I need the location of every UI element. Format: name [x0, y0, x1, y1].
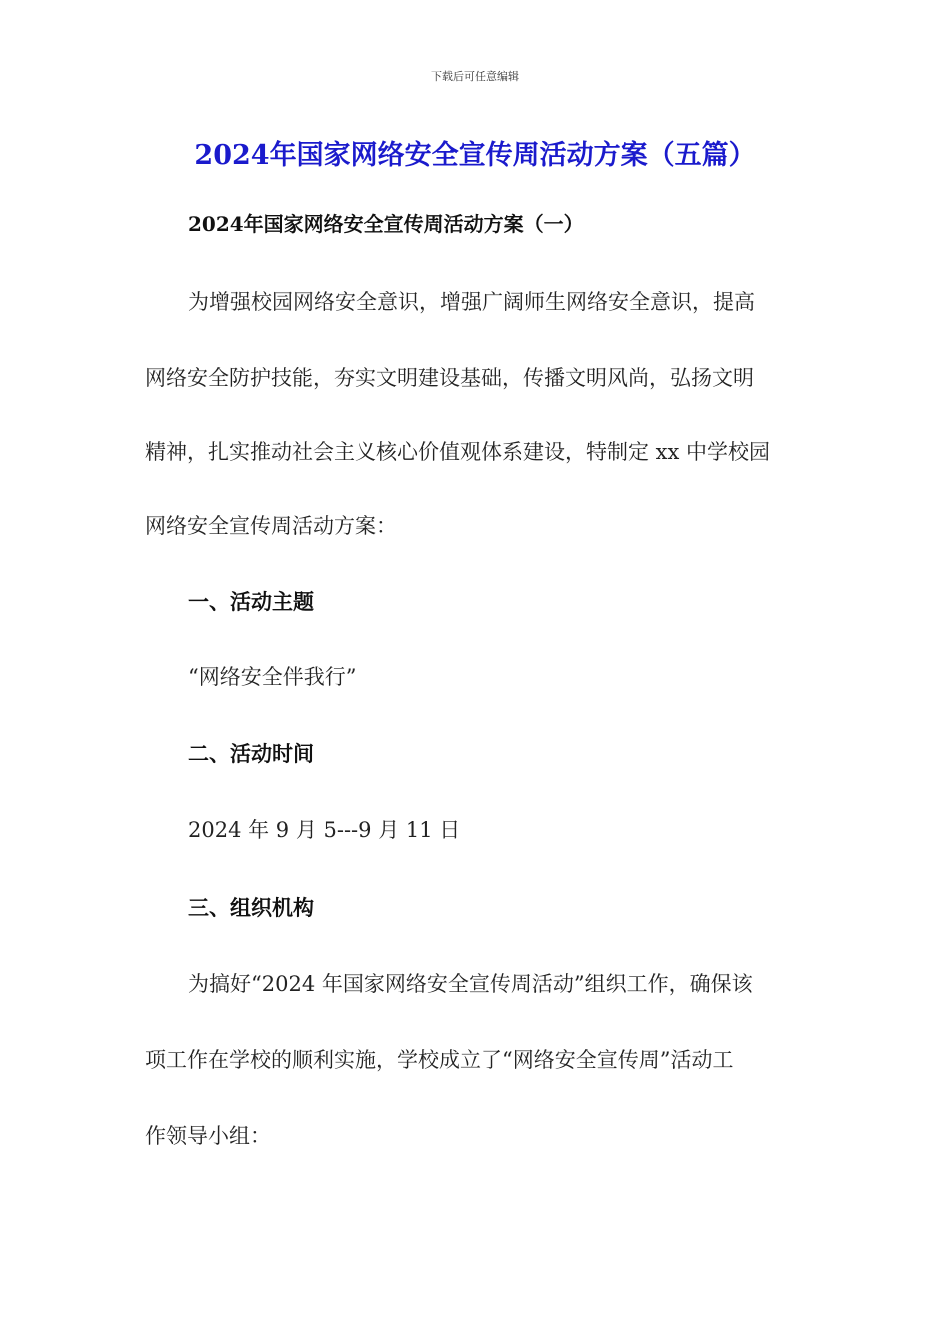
document-title: 2024年国家网络安全宣传周活动方案（五篇）: [194, 140, 756, 171]
section-title: 2024年国家网络安全宣传周活动方案（一）: [188, 212, 584, 236]
organization-line-1: 为搞好“2024 年国家网络安全宣传周活动”组织工作，确保该: [188, 972, 753, 996]
organization-line-3: 作领导小组：: [145, 1124, 271, 1148]
intro-line-2: 网络安全防护技能，夯实文明建设基础，传播文明风尚，弘扬文明: [145, 366, 754, 390]
intro-line-1: 为增强校园网络安全意识，增强广阔师生网络安全意识，提高: [188, 290, 755, 314]
theme-content: “网络安全伴我行”: [188, 665, 357, 689]
header-note: 下载后可任意编辑: [431, 70, 519, 83]
section-heading-organization: 三、组织机构: [188, 895, 314, 920]
time-content: 2024 年 9 月 5---9 月 11 日: [188, 818, 461, 842]
section-heading-theme: 一、活动主题: [188, 589, 314, 614]
intro-line-3: 精神，扎实推动社会主义核心价值观体系建设，特制定 xx 中学校园: [145, 440, 771, 464]
section-heading-time: 二、活动时间: [188, 741, 314, 766]
organization-line-2: 项工作在学校的顺利实施，学校成立了“网络安全宣传周”活动工: [145, 1048, 734, 1072]
intro-line-4: 网络安全宣传周活动方案：: [145, 514, 397, 538]
